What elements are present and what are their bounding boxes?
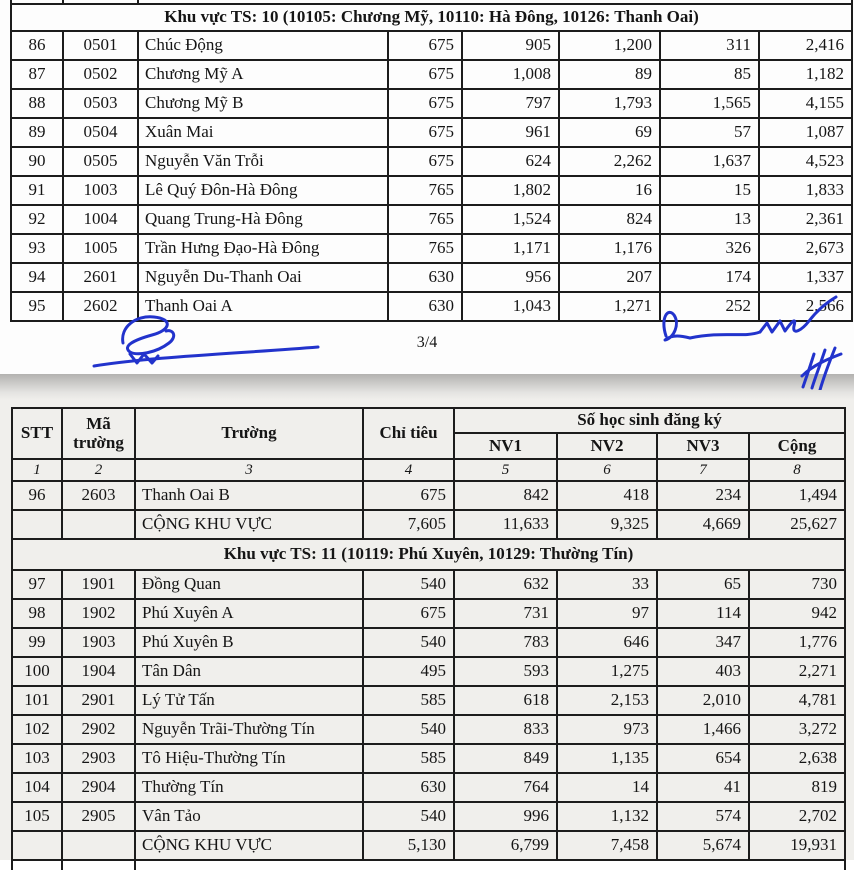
cell-truong: Lê Quý Đôn-Hà Đông	[138, 176, 388, 205]
table-row	[12, 686, 845, 715]
cell-ma: 2601	[63, 263, 138, 292]
cell-truong: Trần Hưng Đạo-Hà Đông	[138, 234, 388, 263]
cell-truong: Đồng Quan	[135, 570, 363, 599]
cell-nv1: 593	[454, 657, 557, 686]
cell-cong: 4,523	[759, 147, 852, 176]
cell-nv2: 1,132	[557, 802, 657, 831]
cell-nv1: 1,171	[462, 234, 559, 263]
cell-ma: 1003	[63, 176, 138, 205]
cell-nv3: 114	[657, 599, 749, 628]
table-row	[11, 205, 852, 234]
cell-nv3: 326	[660, 234, 759, 263]
cell-stt: 97	[12, 570, 62, 599]
cell-stt: 98	[12, 599, 62, 628]
colnum-7: 7	[657, 459, 749, 481]
cell-stt	[12, 510, 62, 539]
table-row	[11, 60, 852, 89]
header-nv3: NV3	[657, 433, 749, 459]
cell-nv1: 833	[454, 715, 557, 744]
cell-truong: Quang Trung-Hà Đông	[138, 205, 388, 234]
cell-nv2: 14	[557, 773, 657, 802]
header-chi-tieu: Chỉ tiêu	[363, 408, 454, 459]
cell-ma: 0501	[63, 31, 138, 60]
cell-nv3: 13	[660, 205, 759, 234]
cell-nv2: 973	[557, 715, 657, 744]
cell-nv1: 731	[454, 599, 557, 628]
cell-nv2: 824	[559, 205, 660, 234]
cell-cong: 2,566	[759, 292, 852, 321]
cell-nv1: 618	[454, 686, 557, 715]
cell-nv1: 1,802	[462, 176, 559, 205]
cell-cong: 1,833	[759, 176, 852, 205]
cell-chitieu: 5,130	[363, 831, 454, 860]
table-row	[12, 570, 845, 599]
cell-stt: 96	[12, 481, 62, 510]
header-truong: Trường	[135, 408, 363, 459]
cell-truong: Chúc Động	[138, 31, 388, 60]
cell-chitieu: 585	[363, 744, 454, 773]
cell-stt: 104	[12, 773, 62, 802]
cell-nv2: 1,271	[559, 292, 660, 321]
cell-truong: Tân Dân	[135, 657, 363, 686]
cell-ma	[62, 510, 135, 539]
cell-chitieu: 7,605	[363, 510, 454, 539]
cell-nv1: 764	[454, 773, 557, 802]
cell-stt: 90	[11, 147, 63, 176]
cell-stt: 95	[11, 292, 63, 321]
cell-cong: 1,337	[759, 263, 852, 292]
cell-ma: 2602	[63, 292, 138, 321]
table-row	[12, 657, 845, 686]
region-header-row-11	[12, 539, 845, 570]
cell-ma: 1004	[63, 205, 138, 234]
cell-ma: 1005	[63, 234, 138, 263]
cell-chitieu: 630	[363, 773, 454, 802]
colnum-3: 3	[135, 459, 363, 481]
cell-nv3: 4,669	[657, 510, 749, 539]
cell-sliver	[62, 860, 135, 870]
column-number-row	[12, 459, 845, 481]
cell-nv3: 252	[660, 292, 759, 321]
header-stt: STT	[12, 408, 62, 459]
cell-ma: 1903	[62, 628, 135, 657]
cell-chitieu: 675	[388, 60, 462, 89]
cell-cong: 4,155	[759, 89, 852, 118]
cell-ma: 0504	[63, 118, 138, 147]
cell-truong: Thường Tín	[135, 773, 363, 802]
cell-cong: 2,638	[749, 744, 845, 773]
cell-nv3: 654	[657, 744, 749, 773]
cell-truong: Phú Xuyên B	[135, 628, 363, 657]
colnum-5: 5	[454, 459, 557, 481]
table-row	[12, 773, 845, 802]
cell-ma: 1904	[62, 657, 135, 686]
cell-stt: 94	[11, 263, 63, 292]
cell-ma: 0503	[63, 89, 138, 118]
cell-chitieu: 675	[363, 481, 454, 510]
cell-stt: 101	[12, 686, 62, 715]
cell-chitieu: 675	[388, 31, 462, 60]
cell-nv3: 347	[657, 628, 749, 657]
cell-nv1: 1,524	[462, 205, 559, 234]
cell-stt	[12, 831, 62, 860]
cell-chitieu: 675	[388, 147, 462, 176]
cell-nv3: 174	[660, 263, 759, 292]
cell-ma: 2904	[62, 773, 135, 802]
table-row	[11, 234, 852, 263]
cell-chitieu: 675	[363, 599, 454, 628]
cell-nv2: 418	[557, 481, 657, 510]
cell-stt: 93	[11, 234, 63, 263]
cell-cong: 4,781	[749, 686, 845, 715]
cell-cong: 3,272	[749, 715, 845, 744]
cell-truong: Thanh Oai B	[135, 481, 363, 510]
cell-nv2: 97	[557, 599, 657, 628]
table-row	[11, 31, 852, 60]
cell-nv2: 9,325	[557, 510, 657, 539]
cell-cong: 1,087	[759, 118, 852, 147]
cell-nv3: 41	[657, 773, 749, 802]
cell-chitieu: 495	[363, 657, 454, 686]
cell-stt: 92	[11, 205, 63, 234]
cell-nv1: 1,043	[462, 292, 559, 321]
cell-truong: Nguyễn Trãi-Thường Tín	[135, 715, 363, 744]
cell-nv3: 311	[660, 31, 759, 60]
header-group-so-hoc-sinh: Số học sinh đăng ký	[454, 408, 845, 433]
table-row	[12, 715, 845, 744]
cell-nv2: 1,135	[557, 744, 657, 773]
cell-nv2: 7,458	[557, 831, 657, 860]
admissions-table-page2	[11, 407, 846, 870]
cell-cong: 25,627	[749, 510, 845, 539]
cell-nv3: 403	[657, 657, 749, 686]
cell-nv3: 1,565	[660, 89, 759, 118]
cell-nv1: 6,799	[454, 831, 557, 860]
cell-chitieu: 675	[388, 118, 462, 147]
cell-ma: 2901	[62, 686, 135, 715]
cell-cong: 2,673	[759, 234, 852, 263]
table-row	[11, 89, 852, 118]
cell-nv3: 5,674	[657, 831, 749, 860]
cell-ma: 2902	[62, 715, 135, 744]
cell-cong: 942	[749, 599, 845, 628]
cell-ma: 2905	[62, 802, 135, 831]
table-header-row-1	[12, 408, 845, 433]
cell-ma: 1901	[62, 570, 135, 599]
header-nv2: NV2	[557, 433, 657, 459]
cell-nv2: 2,262	[559, 147, 660, 176]
table-row	[11, 176, 852, 205]
colnum-1: 1	[12, 459, 62, 481]
cell-ma	[62, 831, 135, 860]
cell-stt: 86	[11, 31, 63, 60]
cell-cong: 819	[749, 773, 845, 802]
cell-nv3: 65	[657, 570, 749, 599]
cell-truong: Xuân Mai	[138, 118, 388, 147]
cell-stt: 99	[12, 628, 62, 657]
cell-nv3: 234	[657, 481, 749, 510]
cell-nv3: 15	[660, 176, 759, 205]
table-row	[12, 599, 845, 628]
header-ma-truong: Mã trường	[62, 408, 135, 459]
cell-nv1: 11,633	[454, 510, 557, 539]
cell-truong: Phú Xuyên A	[135, 599, 363, 628]
cell-nv1: 905	[462, 31, 559, 60]
cell-nv3: 57	[660, 118, 759, 147]
cell-truong: CỘNG KHU VỰC	[135, 831, 363, 860]
cell-nv2: 646	[557, 628, 657, 657]
cell-truong: Chương Mỹ A	[138, 60, 388, 89]
cell-ma: 2903	[62, 744, 135, 773]
cell-nv3: 85	[660, 60, 759, 89]
cell-cong: 2,361	[759, 205, 852, 234]
cell-nv1: 842	[454, 481, 557, 510]
cell-stt: 91	[11, 176, 63, 205]
table-row	[11, 292, 852, 321]
cell-nv1: 956	[462, 263, 559, 292]
cell-chitieu: 540	[363, 715, 454, 744]
table-row	[12, 831, 845, 860]
cell-chitieu: 540	[363, 802, 454, 831]
cell-nv2: 207	[559, 263, 660, 292]
cell-truong: CỘNG KHU VỰC	[135, 510, 363, 539]
cell-nv2: 2,153	[557, 686, 657, 715]
table-row	[12, 628, 845, 657]
cell-chitieu: 765	[388, 176, 462, 205]
cell-nv1: 624	[462, 147, 559, 176]
table-row	[11, 118, 852, 147]
cell-stt: 88	[11, 89, 63, 118]
cell-truong: Chương Mỹ B	[138, 89, 388, 118]
cell-stt: 89	[11, 118, 63, 147]
cell-cong: 2,416	[759, 31, 852, 60]
cell-ma: 0505	[63, 147, 138, 176]
cell-stt: 105	[12, 802, 62, 831]
cell-truong: Nguyễn Du-Thanh Oai	[138, 263, 388, 292]
cell-ma: 2603	[62, 481, 135, 510]
cell-nv1: 996	[454, 802, 557, 831]
cell-truong: Lý Tử Tấn	[135, 686, 363, 715]
colnum-4: 4	[363, 459, 454, 481]
document-page-2	[0, 400, 854, 860]
cell-cong: 2,271	[749, 657, 845, 686]
cell-nv1: 783	[454, 628, 557, 657]
region-header-11: Khu vực TS: 11 (10119: Phú Xuyên, 10129: Thường Tín)	[12, 539, 845, 570]
cell-nv2: 16	[559, 176, 660, 205]
cell-nv1: 1,008	[462, 60, 559, 89]
cell-cong: 1,494	[749, 481, 845, 510]
document-page-1	[0, 0, 854, 374]
cell-nv2: 89	[559, 60, 660, 89]
cell-chitieu: 540	[363, 570, 454, 599]
cell-cong: 730	[749, 570, 845, 599]
page-break-band	[0, 374, 854, 400]
table-row	[11, 263, 852, 292]
table-row	[12, 802, 845, 831]
cell-chitieu: 675	[388, 89, 462, 118]
table-row	[12, 744, 845, 773]
cutoff-row-bottom	[12, 860, 845, 870]
cell-nv2: 33	[557, 570, 657, 599]
cell-truong: Tô Hiệu-Thường Tín	[135, 744, 363, 773]
colnum-6: 6	[557, 459, 657, 481]
cell-truong: Vân Tảo	[135, 802, 363, 831]
cell-cong: 2,702	[749, 802, 845, 831]
table-row	[11, 147, 852, 176]
cell-nv2: 1,275	[557, 657, 657, 686]
cell-chitieu: 585	[363, 686, 454, 715]
cell-chitieu: 540	[363, 628, 454, 657]
cell-sliver	[12, 860, 62, 870]
cell-chitieu: 630	[388, 292, 462, 321]
cell-chitieu: 630	[388, 263, 462, 292]
cell-nv2: 69	[559, 118, 660, 147]
cell-stt: 100	[12, 657, 62, 686]
cell-nv2: 1,176	[559, 234, 660, 263]
cell-sliver	[135, 860, 845, 870]
cell-stt: 103	[12, 744, 62, 773]
cell-cong: 19,931	[749, 831, 845, 860]
cell-chitieu: 765	[388, 205, 462, 234]
cell-cong: 1,182	[759, 60, 852, 89]
cell-nv1: 961	[462, 118, 559, 147]
table-row	[12, 510, 845, 539]
cell-nv3: 574	[657, 802, 749, 831]
header-nv1: NV1	[454, 433, 557, 459]
cell-ma: 1902	[62, 599, 135, 628]
colnum-2: 2	[62, 459, 135, 481]
table-row	[12, 481, 845, 510]
cell-ma: 0502	[63, 60, 138, 89]
cell-stt: 102	[12, 715, 62, 744]
header-cong: Cộng	[749, 433, 845, 459]
cell-stt: 87	[11, 60, 63, 89]
colnum-8: 8	[749, 459, 845, 481]
page-number: 3/4	[416, 334, 438, 351]
cell-nv2: 1,793	[559, 89, 660, 118]
cell-nv1: 632	[454, 570, 557, 599]
cell-nv3: 2,010	[657, 686, 749, 715]
region-header-10: Khu vực TS: 10 (10105: Chương Mỹ, 10110: Hà Đông, 10126: Thanh Oai)	[11, 4, 852, 31]
region-header-row-10	[11, 4, 852, 31]
cell-truong: Thanh Oai A	[138, 292, 388, 321]
cell-chitieu: 765	[388, 234, 462, 263]
cell-nv1: 797	[462, 89, 559, 118]
cell-nv3: 1,466	[657, 715, 749, 744]
cell-truong: Nguyễn Văn Trỗi	[138, 147, 388, 176]
cell-nv2: 1,200	[559, 31, 660, 60]
admissions-table-page1	[10, 0, 853, 322]
cell-nv3: 1,637	[660, 147, 759, 176]
cell-cong: 1,776	[749, 628, 845, 657]
cell-nv1: 849	[454, 744, 557, 773]
